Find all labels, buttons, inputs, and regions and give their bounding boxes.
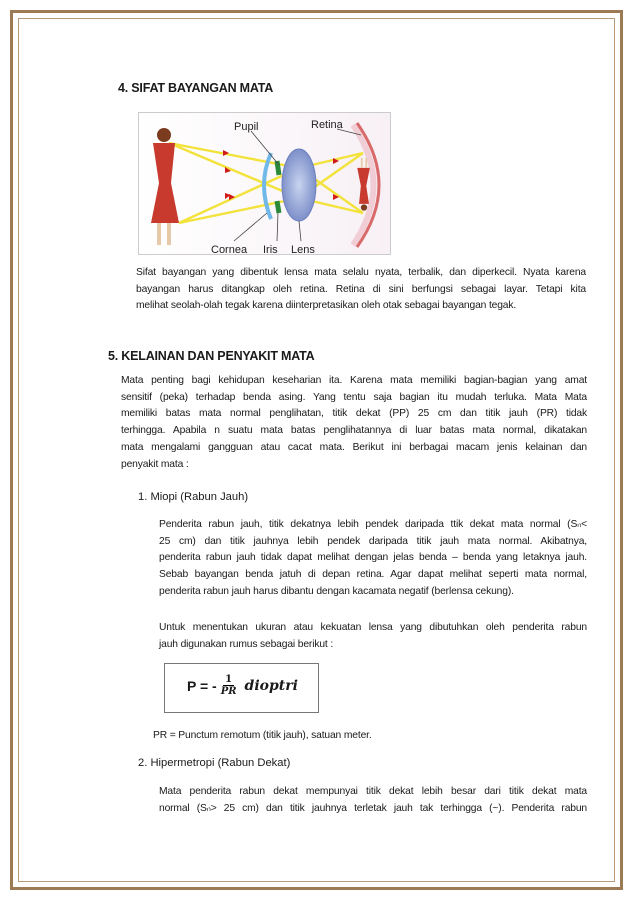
item-1-note: PR = Punctum remotum (titik jauh), satuan meter.	[153, 730, 372, 741]
text-line: terhingga. Apabila n suatu mata batas penglihatannya di luar batas mata normal, dikatakan	[121, 425, 587, 437]
formula-denominator: PR	[220, 686, 237, 697]
item-1-title: 1. Miopi (Rabun Jauh)	[138, 491, 249, 503]
text-line: Sifat bayangan yang dibentuk lensa mata selalu nyata, terbalik, dan diperkecil. Nyata karena	[136, 267, 586, 278]
text-line: jauh digunakan rumus sebagai berikut :	[159, 638, 334, 650]
formula-lhs: P = -	[187, 677, 217, 694]
text-line: penderita rabun jauh harus dibantu dengan kacamata negatif (berlensa cekung).	[159, 585, 514, 597]
formula-unit: dioptri	[244, 677, 298, 694]
item-2-paragraph-1	[159, 784, 587, 817]
formula-box	[164, 663, 319, 713]
section-5-heading: 5. KELAINAN DAN PENYAKIT MATA	[108, 349, 315, 363]
item-1-paragraph-1	[159, 517, 587, 601]
text-line: penyakit mata :	[121, 458, 189, 470]
text-line: normal (Sₙ> 25 cm) dan titik jauhnya terletak jauh tak terhingga (~). Penderita rabun	[159, 802, 587, 814]
eye-optics-figure	[138, 112, 391, 255]
item-1-paragraph-2	[159, 620, 587, 653]
label-pupil: Pupil	[234, 121, 259, 133]
formula-numerator: 1	[225, 674, 233, 685]
text-line: bayangan harus ditangkap oleh retina. Retina di sini berfungsi sebagai layar. Tetapi kita	[136, 283, 586, 295]
text-line: Untuk menentukan ukuran atau kekuatan lensa yang dibutuhkan oleh penderita rabun	[159, 622, 587, 633]
text-line: Mata penderita rabun dekat mempunyai titik dekat lebih besar dari titik dekat mata	[159, 786, 587, 797]
label-lens: Lens	[291, 244, 315, 255]
text-line: Penderita rabun jauh, titik dekatnya lebih pendek daripada ttik dekat mata normal (Sₙ<	[159, 519, 587, 530]
lens-shape	[282, 149, 316, 221]
eye-diagram	[139, 113, 391, 255]
lens-power-formula	[187, 674, 298, 697]
text-line: penderita rabun jauh tidak dapat melihat dengan jelas benda – benda yang letaknya jauh.	[159, 552, 587, 564]
text-line: Mata penting bagi kehidupan keseharian ita. Karena mata memiliki bagian-bagian yang amat	[121, 375, 587, 386]
text-line: memiliki batas mata normal penglihatan, titik dekat (PP) 25 cm dan titik jauh (PR) tidak	[121, 408, 587, 420]
text-line: mata mengalami gangguan atau cacat mata. Berikut ini berbagai macam jenis kelainan dan	[121, 441, 587, 453]
section-4-heading: 4. SIFAT BAYANGAN MATA	[118, 81, 274, 95]
text-line: sensitif (peka) terhadap benda asing. Yang tentu saja bagian itu mudah terluka. Mata Mata	[121, 391, 587, 403]
section-5-paragraph	[121, 373, 587, 473]
text-line: Sebab bayangan benda jatuh di depan retina. Agar dapat melihat seperti mata normal,	[159, 569, 587, 581]
item-2-title: 2. Hipermetropi (Rabun Dekat)	[138, 757, 291, 769]
label-iris: Iris	[263, 244, 278, 255]
formula-fraction	[219, 674, 239, 697]
section-4-paragraph	[136, 265, 586, 315]
label-cornea: Cornea	[211, 244, 248, 255]
text-line: 25 cm) dan titik jauhnya lebih pendek daripada titik jauh mata normal. Akibatnya,	[159, 535, 587, 547]
text-line: melihat seolah-olah tegak karena diinterpretasikan oleh otak sebagai bayangan tegak.	[136, 300, 517, 312]
label-retina: Retina	[311, 119, 343, 131]
